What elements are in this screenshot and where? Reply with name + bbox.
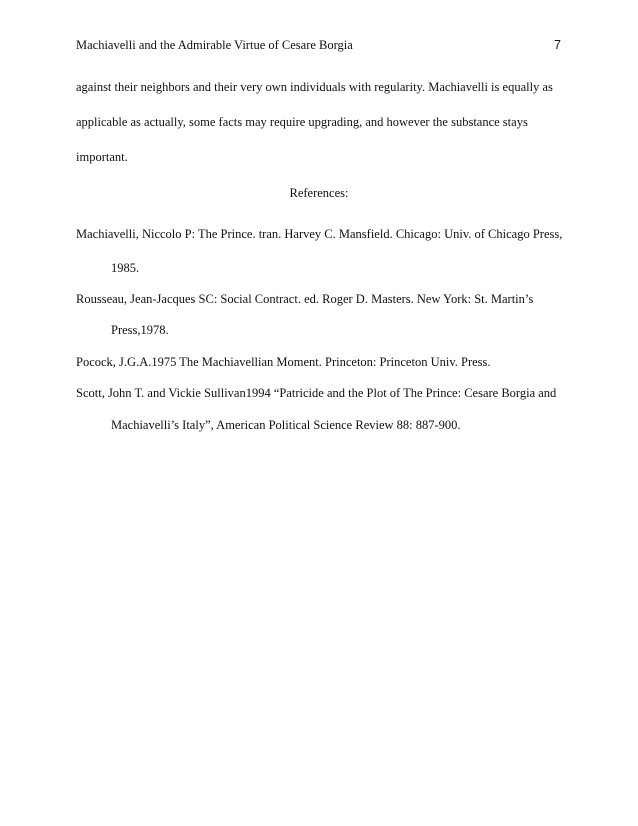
reference-entry-continuation: Machiavelli’s Italy”, American Political Science Review 88: 887-900. [111,418,461,432]
reference-entry-continuation: Press,1978. [111,323,169,337]
reference-entry: Pocock, J.G.A.1975 The Machiavellian Moment. Princeton: Princeton Univ. Press. [76,355,491,369]
reference-entry: Rousseau, Jean-Jacques SC: Social Contract. ed. Roger D. Masters. New York: St. Martin’s [76,292,534,306]
running-head: Machiavelli and the Admirable Virtue of Cesare Borgia [76,38,353,52]
reference-entry: Machiavelli, Niccolo P: The Prince. tran. Harvey C. Mansfield. Chicago: Univ. of Chicago Press, [76,227,563,241]
body-line: against their neighbors and their very own individuals with regularity. Machiavelli is equally as [76,80,553,94]
body-line: applicable as actually, some facts may require upgrading, and however the substance stays [76,115,528,129]
page-number: 7 [554,38,561,52]
body-line: important. [76,150,128,164]
reference-entry-continuation: 1985. [111,261,140,275]
reference-entry: Scott, John T. and Vickie Sullivan1994 “Patricide and the Plot of The Prince: Cesare Borgia and [76,386,557,400]
references-heading: References: [289,186,349,200]
